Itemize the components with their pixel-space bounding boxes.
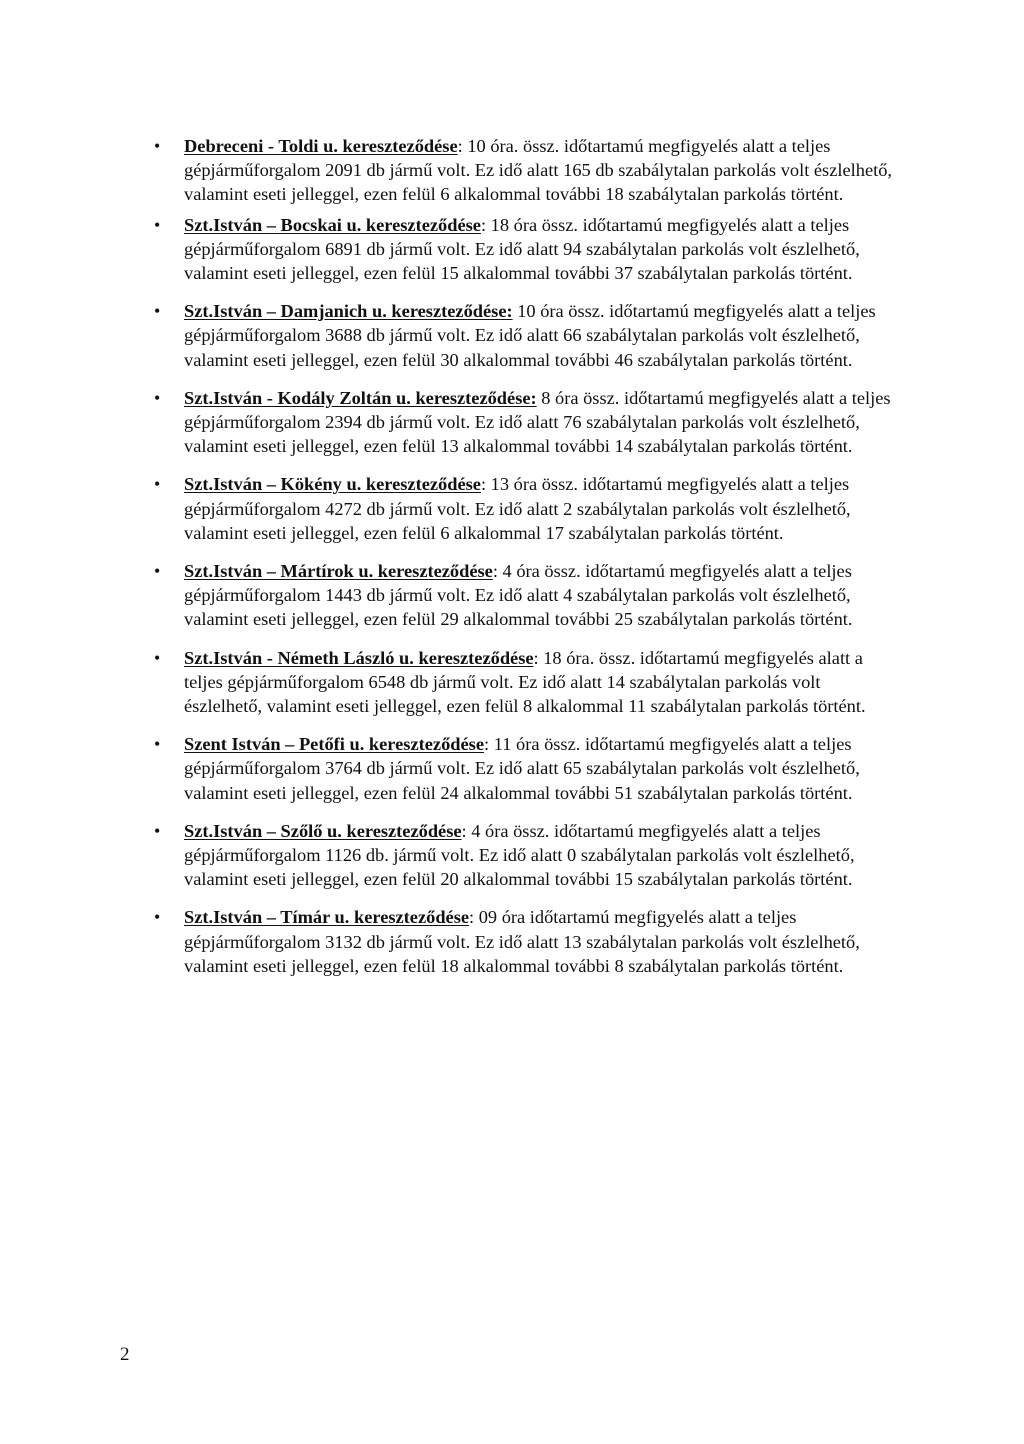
list-item bbox=[154, 386, 899, 459]
list-item bbox=[154, 732, 899, 805]
observation-text: 8 óra össz. időtartamú megfigyelés alatt a teljes gépjárműforgalom 2394 db jármű volt. Ez idő alatt 76 szabálytalan parkolás volt észlelhető, valamint eseti jelleggel, ezen felül 13 alkalommal további 14 szabálytalan parkolás történt. bbox=[184, 387, 891, 457]
observation-text: 10 óra össz. időtartamú megfigyelés alatt a teljes gépjárműforgalom 3688 db jármű volt. Ez idő alatt 66 szabálytalan parkolás volt észlelhető, valamint eseti jelleggel, ezen felül 30 alkalommal további 46 szabálytalan parkolás történt. bbox=[184, 301, 876, 370]
bullet: • bbox=[154, 136, 161, 156]
intersection-heading: Szt.István - Németh László u. kereszteződése bbox=[184, 647, 534, 668]
observation-text: : 18 óra. össz. időtartamú megfigyelés alatt a teljes gépjárműforgalom 6548 db jármű volt. Ez idő alatt 14 szabálytalan parkolás volt észlelhető, valamint eseti jelleggel, ezen felül 8 alkalommal 11 szabálytalan parkolás történt. bbox=[184, 647, 866, 717]
bullet: • bbox=[154, 734, 161, 755]
observation-text: : 4 óra össz. időtartamú megfigyelés alatt a teljes gépjárműforgalom 1443 db jármű volt. Ez idő alatt 4 szabálytalan parkolás volt észlelhető, valamint eseti jelleggel, ezen felül 29 alkalommal további 25 szabálytalan parkolás történt. bbox=[184, 561, 853, 630]
intersection-heading: Szt.István - Kodály Zoltán u. kereszteződése: bbox=[184, 387, 537, 408]
intersection-heading: Szt.István – Tímár u. kereszteződése bbox=[184, 907, 470, 928]
observation-text: : 09 óra időtartamú megfigyelés alatt a teljes gépjárműforgalom 3132 db jármű volt. Ez idő alatt 13 szabálytalan parkolás volt észlelhető, valamint eseti jelleggel, ezen felül 18 alkalommal további 8 szabálytalan parkolás történt. bbox=[184, 907, 860, 976]
bullet: • bbox=[154, 647, 161, 668]
intersection-heading: Szent István – Petőfi u. kereszteződése bbox=[184, 734, 484, 755]
bullet: • bbox=[154, 387, 161, 408]
bullet: • bbox=[154, 301, 161, 322]
intersection-heading: Szt.István – Szőlő u. kereszteződése bbox=[184, 820, 462, 841]
intersection-heading: Szt.István – Damjanich u. kereszteződése: bbox=[184, 301, 513, 322]
list-item bbox=[154, 134, 899, 207]
list-item bbox=[154, 472, 899, 545]
intersection-heading: Szt.István – Kökény u. kereszteződése bbox=[184, 474, 481, 495]
page-number: 2 bbox=[120, 1344, 130, 1365]
observation-text: : 11 óra össz. időtartamú megfigyelés alatt a teljes gépjárműforgalom 3764 db jármű volt. Ez idő alatt 65 szabálytalan parkolás volt észlelhető, valamint eseti jelleggel, ezen felül 24 alkalommal további 51 szabálytalan parkolás történt. bbox=[184, 734, 860, 803]
observation-text: : 4 óra össz. időtartamú megfigyelés alatt a teljes gépjárműforgalom 1126 db. jármű volt. Ez idő alatt 0 szabálytalan parkolás volt észlelhető, valamint eseti jelleggel, ezen felül 20 alkalommal további 15 szabálytalan parkolás történt. bbox=[184, 820, 855, 890]
intersection-heading: Szt.István – Bocskai u. kereszteződése bbox=[184, 214, 481, 235]
list-item bbox=[154, 646, 899, 719]
bullet: • bbox=[154, 214, 161, 235]
list-item bbox=[154, 559, 899, 632]
observation-text: : 10 óra. össz. időtartamú megfigyelés alatt a teljes gépjárműforgalom 2091 db jármű volt. Ez idő alatt 165 db szabálytalan parkolás volt észlelhető, valamint eseti jelleggel, ezen felül 6 alkalommal további 18 szabálytalan parkolás történt. bbox=[184, 136, 893, 205]
list-item bbox=[154, 299, 899, 372]
bullet: • bbox=[154, 820, 161, 841]
bullet: • bbox=[154, 907, 161, 928]
observation-text: : 18 óra össz. időtartamú megfigyelés alatt a teljes gépjárműforgalom 6891 db jármű volt. Ez idő alatt 94 szabálytalan parkolás volt észlelhető, valamint eseti jelleggel, ezen felül 15 alkalommal további 37 szabálytalan parkolás történt. bbox=[184, 214, 860, 284]
list-item bbox=[154, 905, 899, 978]
intersection-heading: Debreceni - Toldi u. kereszteződése bbox=[184, 136, 458, 156]
list-item bbox=[154, 213, 899, 286]
observation-list bbox=[154, 134, 899, 992]
bullet: • bbox=[154, 561, 161, 582]
list-item bbox=[154, 819, 899, 892]
intersection-heading: Szt.István – Mártírok u. kereszteződése bbox=[184, 561, 493, 582]
bullet: • bbox=[154, 474, 161, 495]
observation-text: : 13 óra össz. időtartamú megfigyelés alatt a teljes gépjárműforgalom 4272 db jármű volt. Ez idő alatt 2 szabálytalan parkolás volt észlelhető, valamint eseti jelleggel, ezen felül 6 alkalommal 17 szabálytalan parkolás történt. bbox=[184, 474, 851, 543]
